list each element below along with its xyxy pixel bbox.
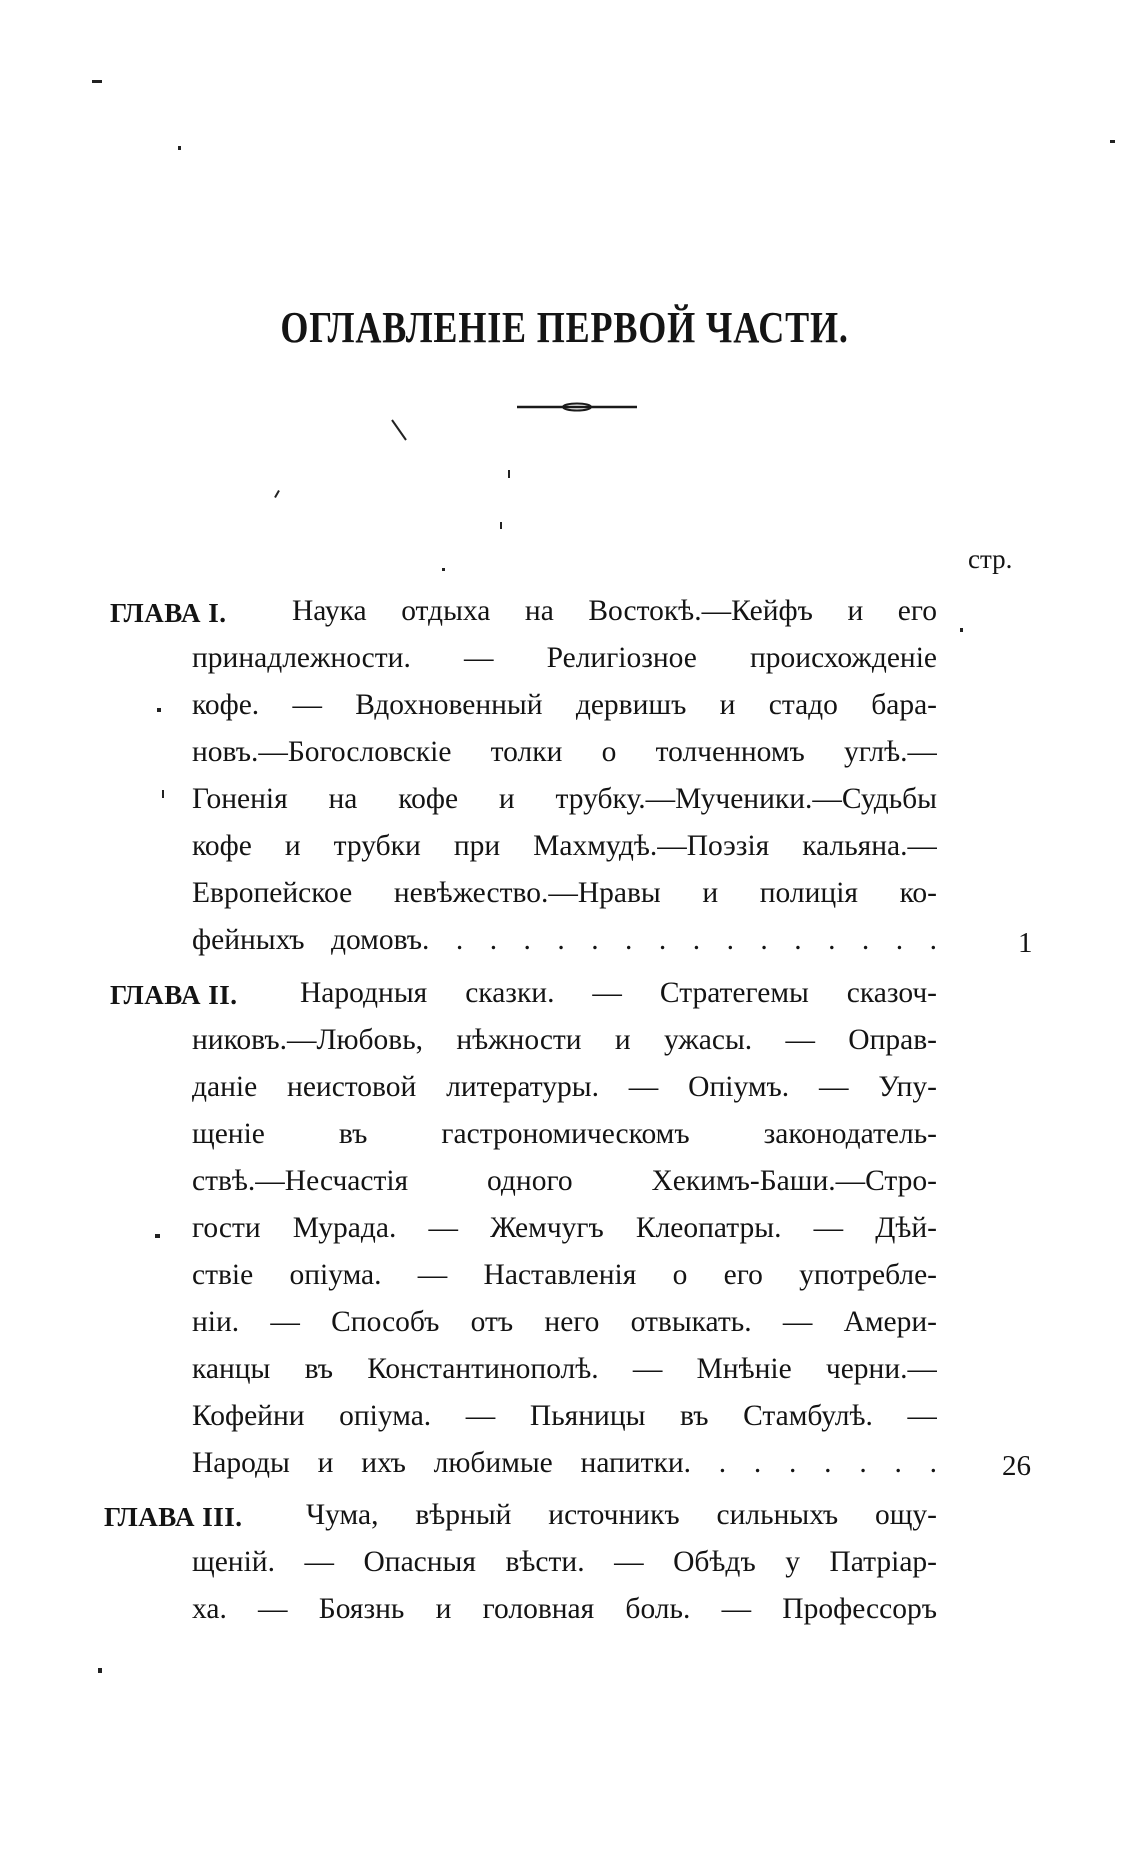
- scan-speck: [98, 1668, 102, 1673]
- chapter-text-line: гости Мурада. — Жемчугъ Клеопатры. — Дѣй-: [192, 1214, 937, 1244]
- chapter-text-line: Кофейни опіума. — Пьяницы въ Стамбулѣ. —: [192, 1402, 937, 1432]
- chapter-text-line: Чума, вѣрный источникъ сильныхъ ощу-: [306, 1501, 937, 1531]
- scan-speck: [442, 568, 445, 571]
- scan-speck: [508, 470, 510, 478]
- page-title: ОГЛАВЛЕНІЕ ПЕРВОЙ ЧАСТИ.: [280, 303, 849, 352]
- chapter-text-line: даніе неистовой литературы. — Опіумъ. — Упу-: [192, 1073, 937, 1103]
- chapter-text-line: Народныя сказки. — Стратегемы сказоч-: [300, 979, 937, 1009]
- chapter-text-line: кофе. — Вдохновенный дервишъ и стадо бара-: [192, 691, 937, 721]
- chapter-page-number: 1: [1018, 927, 1033, 959]
- chapter-text-line: кофе и трубки при Махмудѣ.—Поэзія кальяна.—: [192, 832, 937, 862]
- chapter-text-line: Гоненія на кофе и трубку.—Мученики.—Судьбы: [192, 785, 937, 815]
- title-ornament-rule: [515, 402, 639, 412]
- scan-speck: [178, 146, 181, 150]
- chapter-text-line: ствіе опіума. — Наставленія о его употребле-: [192, 1261, 937, 1291]
- chapter-text-line: фейныхъ домовъ. . . . . . . . . . . . . . . .: [192, 926, 937, 956]
- chapter-page-number: 26: [1002, 1450, 1031, 1482]
- scan-speck: [960, 628, 963, 632]
- scan-speck: [274, 490, 280, 498]
- chapter-text-line: Наука отдыха на Востокѣ.—Кейфъ и его: [292, 597, 937, 627]
- chapter-heading: ГЛАВА III.: [104, 1502, 243, 1532]
- chapter-heading: ГЛАВА II.: [110, 980, 238, 1010]
- chapter-text-line: Народы и ихъ любимые напитки. . . . . . . .: [192, 1449, 937, 1479]
- chapter-text-line: щеніе въ гастрономическомъ законодатель-: [192, 1120, 937, 1150]
- scan-speck: [500, 522, 502, 529]
- chapter-text-line: никовъ.—Любовь, нѣжности и ужасы. — Оправ-: [192, 1026, 937, 1056]
- chapter-text-line: принадлежности. — Религіозное происхожденіе: [192, 644, 937, 674]
- chapter-text-line: Европейское невѣжество.—Нравы и полиція ко-: [192, 879, 937, 909]
- chapter-text-line: ха. — Боязнь и головная боль. — Профессоръ: [192, 1595, 937, 1625]
- scan-speck: [157, 708, 161, 712]
- chapter-text-line: новъ.—Богословскіе толки о толченномъ углѣ.—: [192, 738, 937, 768]
- page-column-label: стр.: [968, 544, 1013, 574]
- scan-speck: [162, 790, 164, 798]
- scan-speck: [155, 1234, 160, 1238]
- chapter-heading: ГЛАВА I.: [110, 598, 227, 628]
- chapter-text-line: ствѣ.—Несчастія одного Хекимъ-Баши.—Стро-: [192, 1167, 937, 1197]
- scan-speck: [1110, 140, 1115, 143]
- chapter-text-line: ніи. — Способъ отъ него отвыкать. — Амери-: [192, 1308, 937, 1338]
- scan-mark: [390, 418, 410, 442]
- chapter-text-line: канцы въ Константинополѣ. — Мнѣніе черни.—: [192, 1355, 937, 1385]
- scan-speck: [92, 80, 102, 83]
- chapter-text-line: щеній. — Опасныя вѣсти. — Обѣдъ у Патріар-: [192, 1548, 937, 1578]
